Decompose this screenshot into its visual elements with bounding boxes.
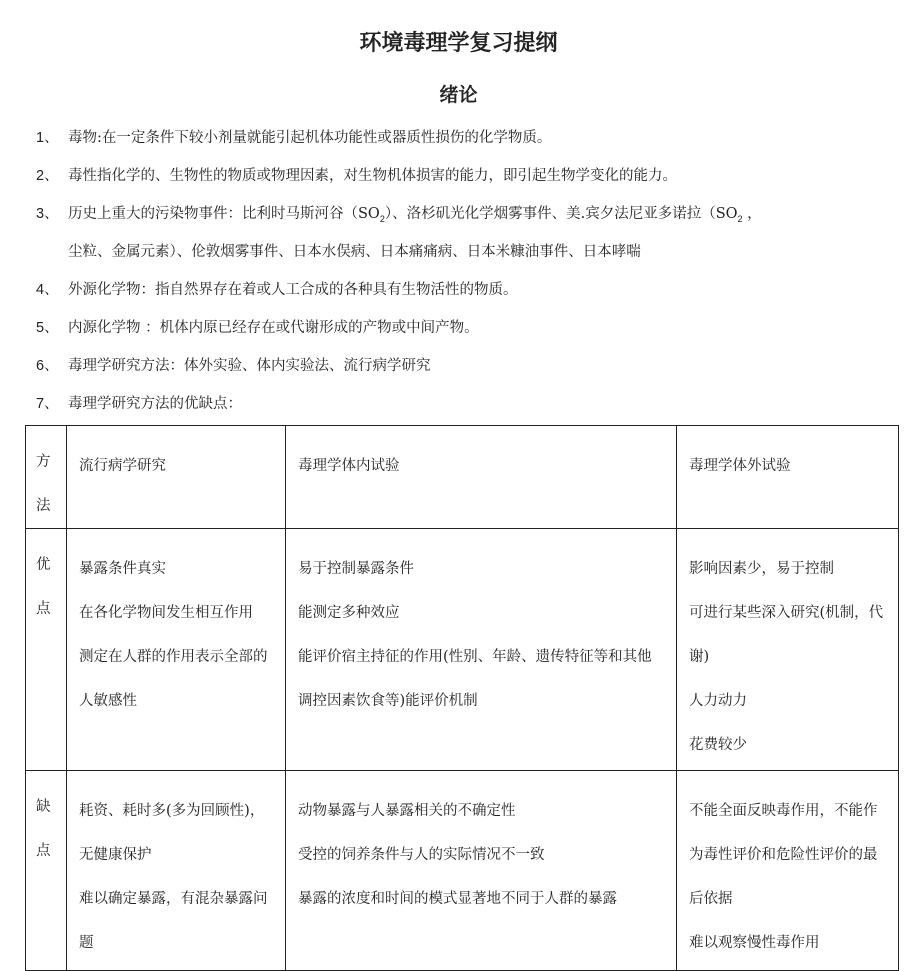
cell-line: 动物暴露与人暴露相关的不确定性: [298, 803, 516, 819]
list-item: [36, 125, 906, 163]
cell-line: 可进行某些深入研究(机制，代谢): [689, 605, 884, 665]
item-number: 7、: [36, 396, 59, 412]
cell-line: 难以确定暴露，有混杂暴露问题: [79, 891, 268, 951]
table-row: [26, 529, 899, 771]
item-text: 毒物:在一定条件下较小剂量就能引起机体功能性或器质性损伤的化学物质。: [68, 130, 552, 146]
table-row: [26, 771, 899, 971]
table-cell: [67, 529, 286, 771]
list-item: [36, 277, 906, 315]
outline-list: [36, 125, 906, 429]
table-cell: [677, 771, 899, 971]
cell-line: 易于控制暴露条件: [298, 561, 414, 577]
column-header: 流行病学研究: [67, 426, 286, 529]
item-text: 毒性指化学的、生物性的物质或物理因素，对生物机体损害的能力，即引起生物学变化的能力。: [68, 168, 677, 184]
item-text: 毒理学研究方法的优缺点：: [68, 396, 242, 412]
list-item: [36, 163, 906, 201]
list-item-continuation: 尘粒、金属元素）、伦敦烟雾事件、日本水俣病、日本痛痛病、日本米糠油事件、日本哮喘: [68, 244, 641, 260]
item-text: ）、洛杉矶光化学烟雾事件、美.宾夕法尼亚多诺拉（SO: [384, 206, 738, 222]
item-number: 6、: [36, 358, 59, 374]
cell-line: 受控的饲养条件与人的实际情况不一致: [298, 847, 545, 863]
table-cell: [286, 529, 677, 771]
list-item: [36, 201, 906, 239]
item-number: 4、: [36, 282, 59, 298]
list-item: [36, 391, 906, 429]
section-title: 绪论: [439, 84, 478, 106]
item-number: 5、: [36, 320, 59, 336]
row-label: 缺点: [26, 771, 67, 971]
row-label: 优点: [26, 529, 67, 771]
column-header: 毒理学体外试验: [677, 426, 899, 529]
cell-line: 人力动力: [689, 693, 747, 709]
cell-line: 耗资、耗时多(多为回顾性)，无健康保护: [79, 803, 265, 863]
cell-line: 影响因素少，易于控制: [689, 561, 834, 577]
item-text: ，: [742, 206, 762, 222]
column-header: 毒理学体内试验: [286, 426, 677, 529]
subscript: 2: [379, 213, 385, 224]
item-number: 3、: [36, 206, 59, 222]
cell-line: 在各化学物间发生相互作用: [79, 605, 253, 621]
document-title: 环境毒理学复习提纲: [359, 31, 558, 56]
list-item: [36, 315, 906, 353]
table-cell: [67, 771, 286, 971]
item-number: 1、: [36, 130, 59, 146]
subscript: 2: [737, 213, 743, 224]
cell-line: 暴露的浓度和时间的模式显著地不同于人群的暴露: [298, 891, 617, 907]
cell-line: 能测定多种效应: [298, 605, 400, 621]
cell-line: 难以观察慢性毒作用: [689, 935, 820, 951]
item-text: 毒理学研究方法：体外实验、体内实验法、流行病学研究: [68, 358, 431, 374]
cell-line: 花费较少: [689, 737, 747, 753]
table-cell: [677, 529, 899, 771]
header-label: 方法: [26, 426, 67, 529]
cell-line: 测定在人群的作用表示全部的人敏感性: [79, 649, 268, 709]
item-text: 历史上重大的污染物事件：比利时马斯河谷（SO: [68, 206, 380, 222]
table-cell: [286, 771, 677, 971]
cell-line: 暴露条件真实: [79, 561, 166, 577]
item-text: 内源化学物 ：机体内原已经存在或代谢形成的产物或中间产物。: [68, 320, 479, 336]
list-item: [36, 353, 906, 391]
comparison-table: [25, 425, 899, 971]
item-number: 2、: [36, 168, 59, 184]
item-text: 外源化学物：指自然界存在着或人工合成的各种具有生物活性的物质。: [68, 282, 518, 298]
cell-line: 不能全面反映毒作用，不能作为毒性评价和危险性评价的最后依据: [689, 803, 878, 907]
table-header-row: [26, 426, 899, 529]
cell-line: 能评价宿主持征的作用(性别、年龄、遗传特征等和其他调控因素饮食等)能评价机制: [298, 649, 652, 709]
